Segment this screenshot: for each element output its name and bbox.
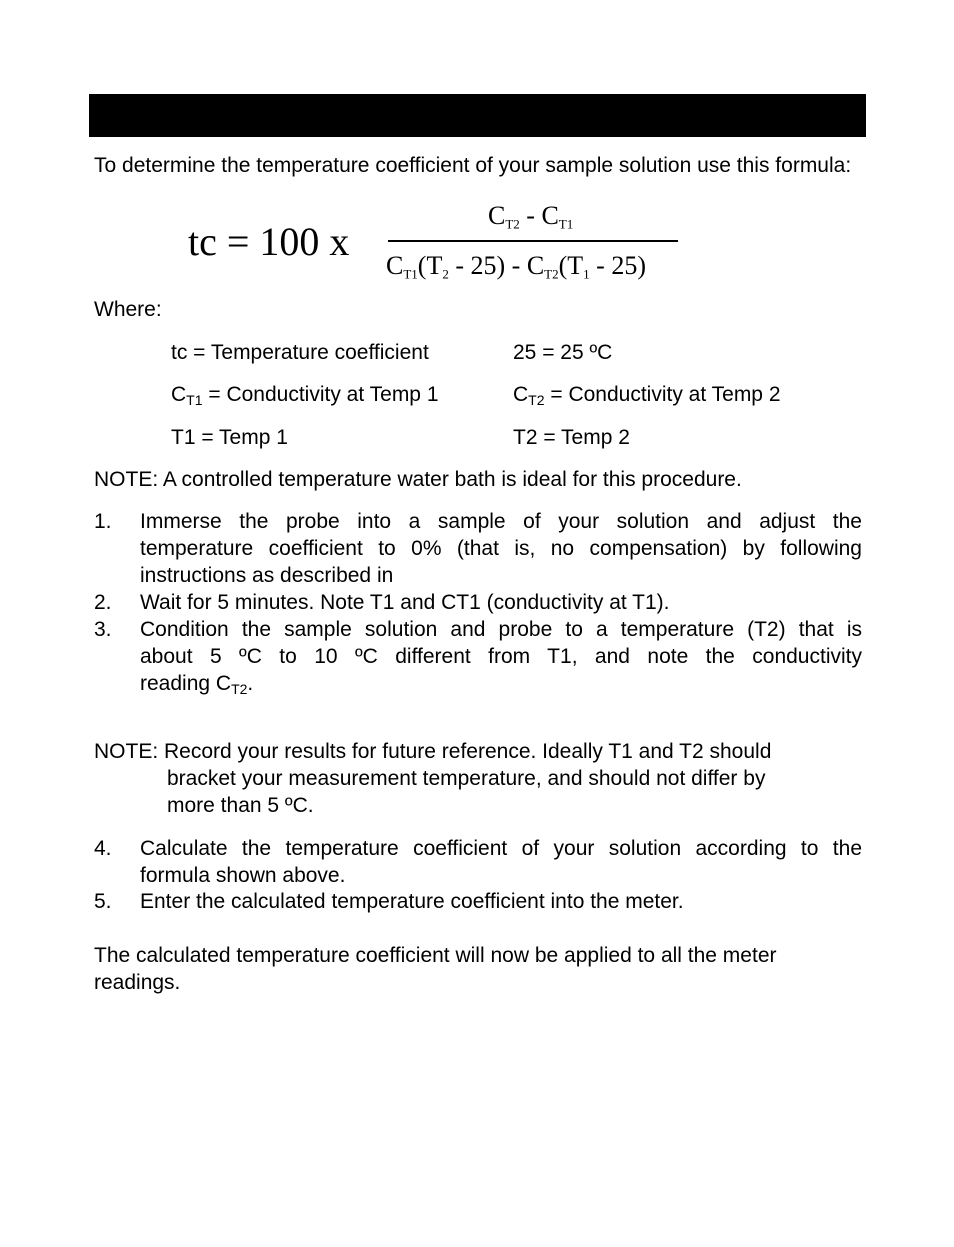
num-c1: C [488, 201, 506, 230]
step-1-text [140, 508, 862, 589]
step-2-text: Wait for 5 minutes. Note T1 and CT1 (conductivity at T1). [140, 591, 670, 614]
def-25: 25 = 25 ºC [513, 341, 613, 364]
step-3-reading: reading C [140, 672, 232, 695]
den-p2: - 25) - C [448, 251, 545, 280]
step-3-line-3 [140, 670, 862, 697]
num-sub2: T1 [558, 216, 574, 232]
step-3-sub: T2 [231, 681, 248, 698]
def-ct1-sub: T1 [186, 392, 203, 409]
den-sub3: T2 [544, 266, 559, 282]
formula-denominator [386, 250, 646, 282]
note-record-line-1: NOTE: Record your results for future reference. Ideally T1 and T2 should [94, 740, 772, 763]
step-4-line-1: Calculate the temperature coefficient of your solution according to the [140, 837, 862, 860]
def-ct1-c: C [171, 383, 187, 406]
den-p3: (T [558, 251, 584, 280]
num-sub1: T2 [505, 216, 520, 232]
def-tc: tc = Temperature coefficient [171, 341, 429, 364]
step-1-line-2: temperature coefficient to 0% (that is, no compensation) by following [140, 537, 862, 560]
step-1-number: 1. [94, 510, 112, 533]
def-ct1-rest: = Conductivity at Temp 1 [202, 383, 439, 406]
den-c1: C [386, 251, 404, 280]
def-t2: T2 = Temp 2 [513, 426, 630, 449]
step-1-line-1: Immerse the probe into a sample of your solution and adjust the [140, 510, 862, 533]
formula-numerator [488, 200, 573, 232]
note-water-bath: NOTE: A controlled temperature water bath is ideal for this procedure. [94, 468, 742, 491]
closing-paragraph: The calculated temperature coefficient will now be applied to all the meter readings. [94, 944, 777, 994]
formula-lhs: tc = 100 x [188, 219, 350, 264]
step-3-text [140, 616, 862, 697]
step-2-number: 2. [94, 591, 112, 614]
def-ct1 [171, 381, 439, 408]
intro-paragraph: To determine the temperature coefficient of your sample solution use this formula: [94, 154, 852, 177]
den-sub1: T1 [403, 266, 418, 282]
den-sub2: 2 [442, 266, 449, 282]
header-bar [89, 94, 866, 137]
step-1-line-3: instructions as described in [140, 564, 394, 587]
num-minus: - C [519, 201, 559, 230]
den-p1: (T [417, 251, 443, 280]
fraction-line [388, 240, 678, 242]
def-t1: T1 = Temp 1 [171, 426, 288, 449]
step-3-period: . [247, 672, 254, 695]
step-3-number: 3. [94, 618, 112, 641]
def-ct2 [513, 381, 781, 408]
step-4-line-2: formula shown above. [140, 864, 346, 887]
den-p4: - 25) [589, 251, 646, 280]
step-4-text [140, 835, 862, 889]
step-4-number: 4. [94, 837, 112, 860]
def-ct2-c: C [513, 383, 529, 406]
note-record-line-2: bracket your measurement temperature, and should not differ by [167, 767, 766, 790]
step-5-text: Enter the calculated temperature coefficient into the meter. [140, 890, 684, 913]
note-record-line-3: more than 5 ºC. [167, 794, 314, 817]
def-ct2-rest: = Conductivity at Temp 2 [544, 383, 781, 406]
den-sub4: 1 [583, 266, 590, 282]
def-ct2-sub: T2 [528, 392, 545, 409]
where-label: Where: [94, 298, 162, 321]
step-5-number: 5. [94, 890, 112, 913]
step-3-line-1: Condition the sample solution and probe to a temperature (T2) that is [140, 618, 862, 641]
step-3-line-2: about 5 ºC to 10 ºC different from T1, and note the conductivity [140, 645, 862, 668]
